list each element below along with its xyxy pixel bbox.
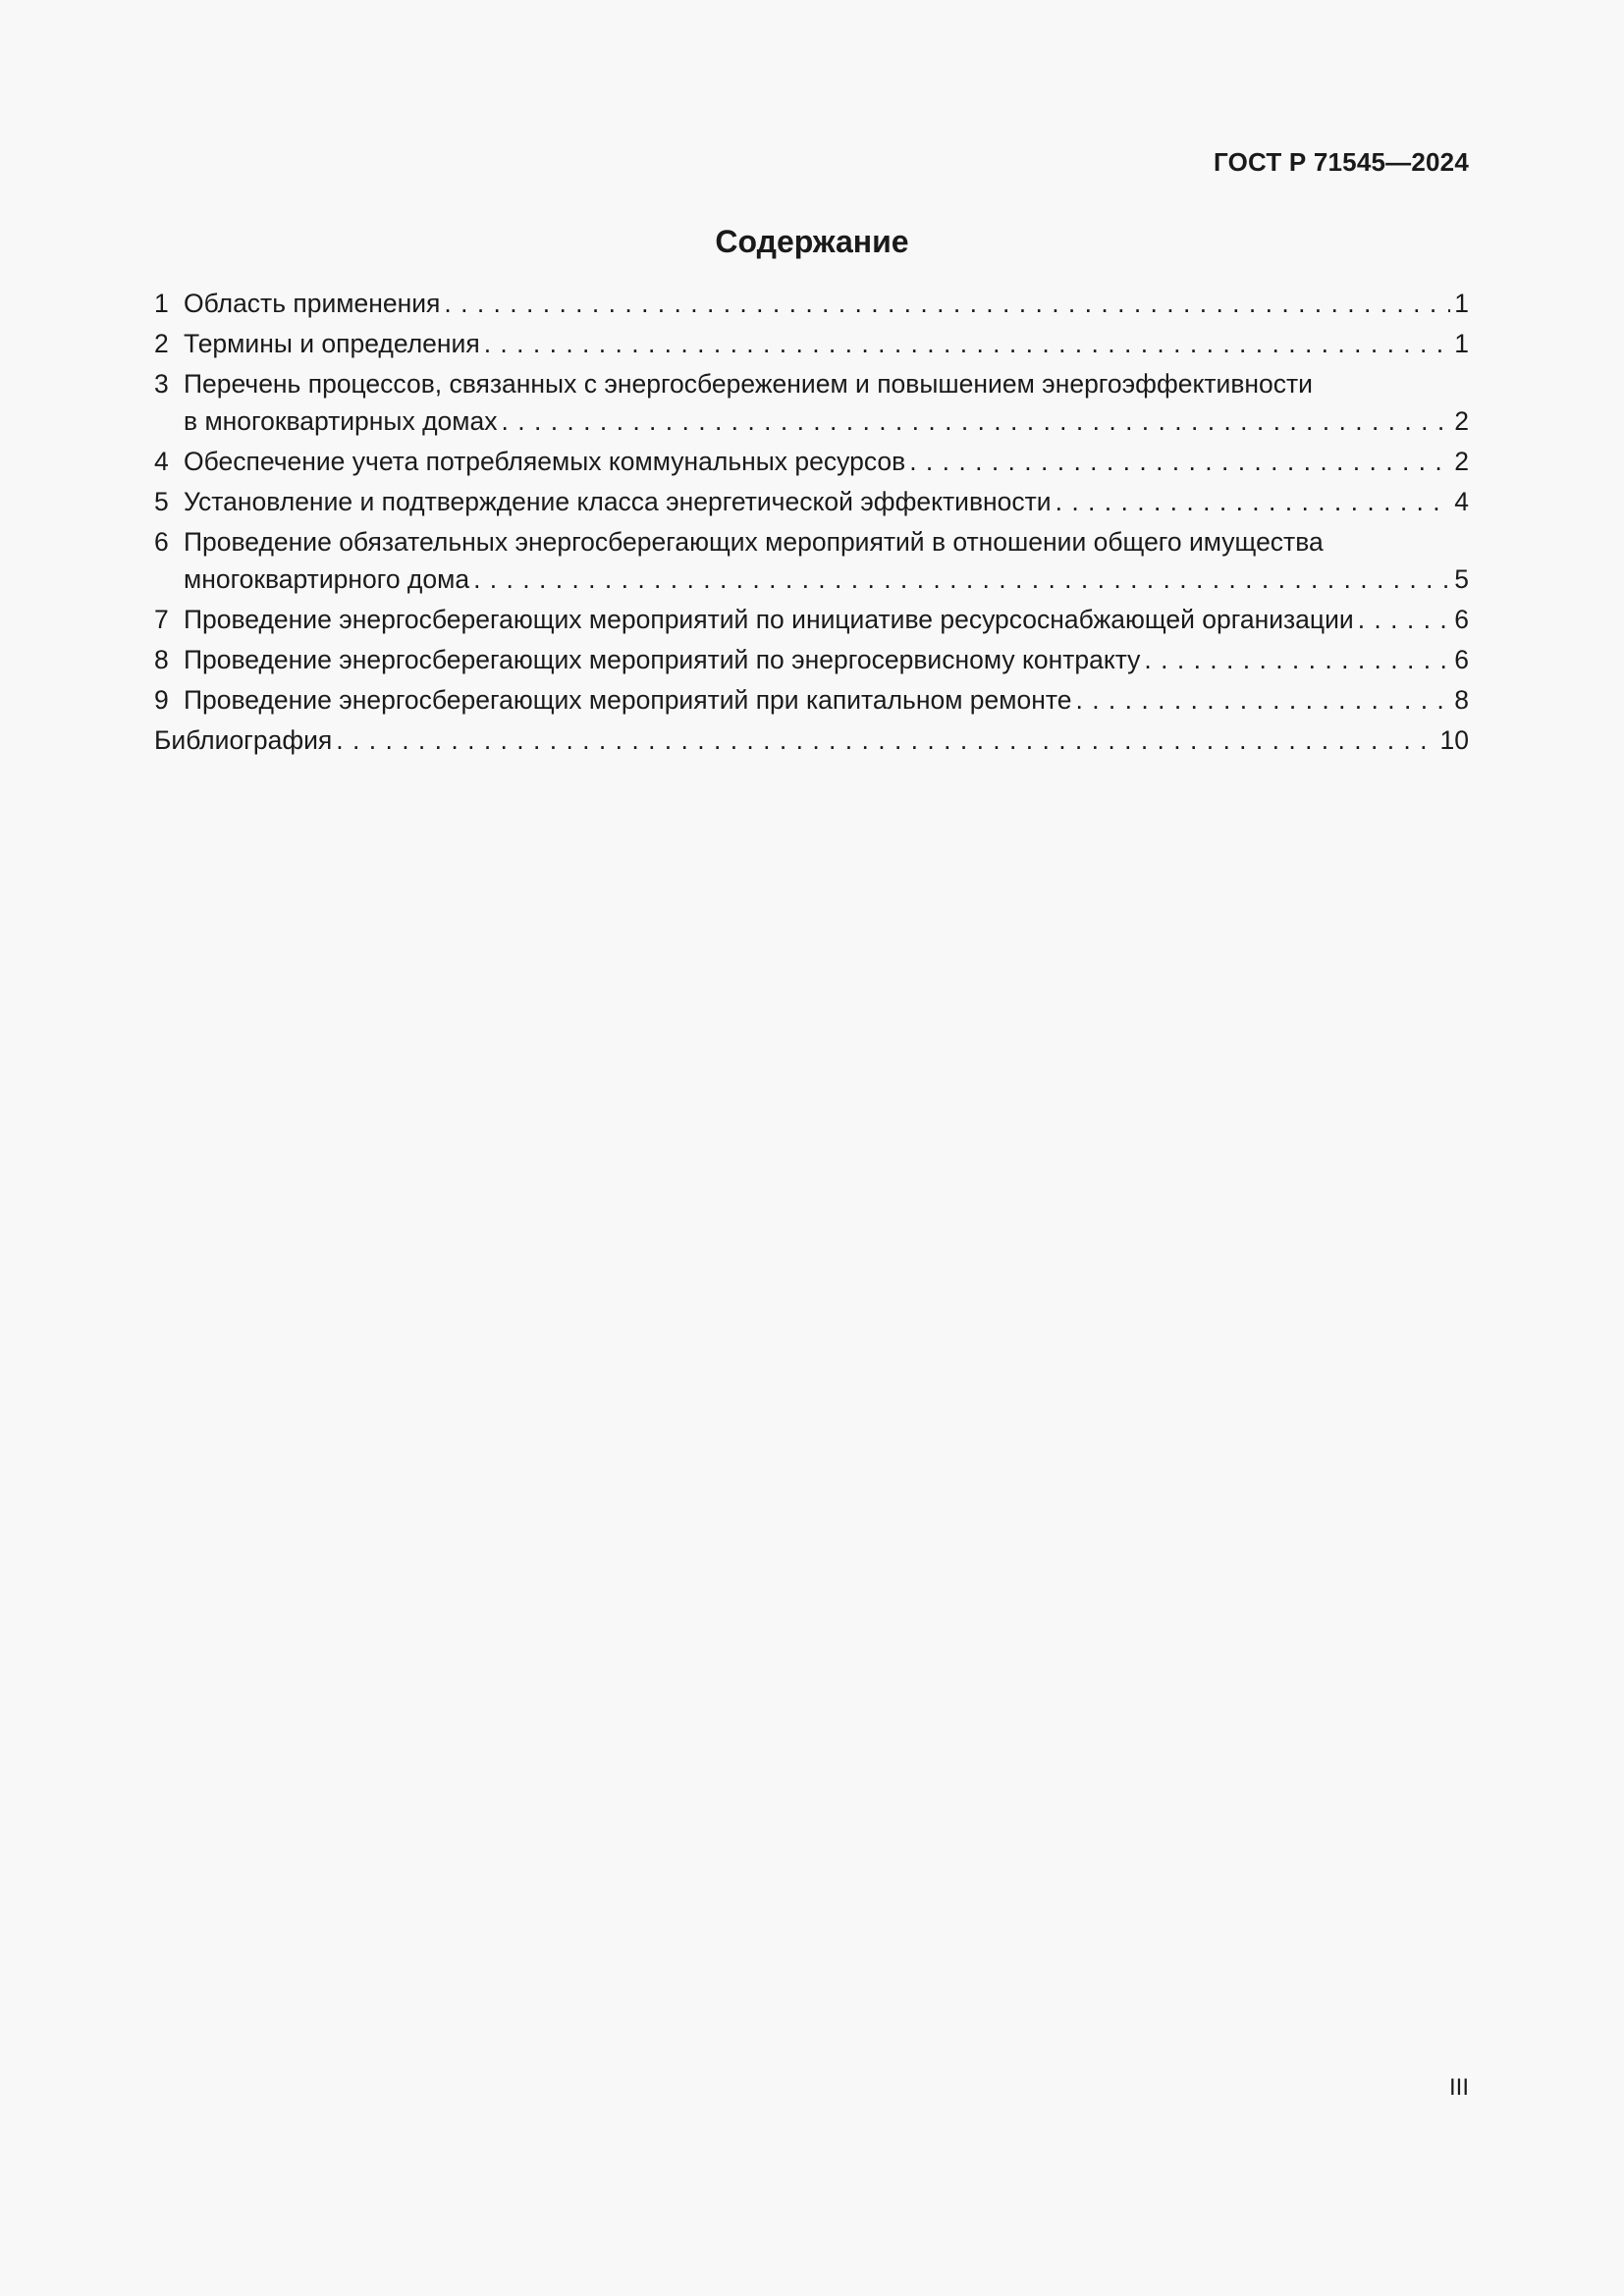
table-of-contents xyxy=(154,285,1469,762)
toc-entry-title: Проведение энергосберегающих мероприятий при капитальном ремонте xyxy=(184,685,1072,715)
page-number: III xyxy=(1448,2074,1469,2101)
toc-entry-text-line: Перечень процессов, связанных с энергосбережением и повышением энергоэффективности xyxy=(184,369,1313,399)
toc-entry-page: 2 xyxy=(1454,447,1469,476)
toc-entry[interactable] xyxy=(154,325,1469,362)
toc-entry-line xyxy=(154,721,1469,759)
toc-entry-line xyxy=(184,443,1469,480)
toc-entry-page: 8 xyxy=(1454,685,1469,715)
dot-leader xyxy=(1056,483,1451,520)
dot-leader xyxy=(1075,681,1450,719)
toc-entry-page: 5 xyxy=(1454,564,1469,594)
toc-entry[interactable] xyxy=(154,641,1469,678)
toc-entry-page: 6 xyxy=(1454,605,1469,634)
toc-entry[interactable] xyxy=(154,681,1469,719)
toc-entry-number: 5 xyxy=(154,487,169,516)
toc-entry-page: 1 xyxy=(1454,289,1469,318)
toc-entry-title: Область применения xyxy=(184,289,441,318)
dot-leader xyxy=(473,561,1450,598)
toc-entry[interactable] xyxy=(154,365,1469,440)
toc-entry-line xyxy=(184,641,1469,678)
toc-entry-number: 9 xyxy=(154,685,169,715)
toc-entry-page: 6 xyxy=(1454,645,1469,674)
toc-entry-line xyxy=(184,561,1469,598)
toc-entry-line xyxy=(184,601,1469,638)
dot-leader xyxy=(502,402,1451,440)
dot-leader xyxy=(484,325,1451,362)
toc-entry-line xyxy=(184,681,1469,719)
dot-leader xyxy=(336,721,1435,759)
toc-entry-title: Проведение энергосберегающих мероприятий по инициативе ресурсоснабжающей организации xyxy=(184,605,1354,634)
toc-entry[interactable] xyxy=(154,523,1469,598)
toc-entry-number: 2 xyxy=(154,329,169,358)
toc-entry-line xyxy=(184,325,1469,362)
toc-entry-number: 3 xyxy=(154,369,169,399)
toc-entry-number: 1 xyxy=(154,289,169,318)
toc-entry-line xyxy=(184,285,1469,322)
toc-entry-page: 10 xyxy=(1439,725,1469,755)
toc-entry-title: Обеспечение учета потребляемых коммунальных ресурсов xyxy=(184,447,906,476)
dot-leader xyxy=(1144,641,1450,678)
toc-entry-page: 4 xyxy=(1454,487,1469,516)
toc-entry-title: Установление и подтверждение класса энергетической эффективности xyxy=(184,487,1052,516)
toc-entry-number: 8 xyxy=(154,645,169,674)
toc-entry[interactable] xyxy=(154,721,1469,759)
toc-entry-line xyxy=(184,483,1469,520)
toc-entry-title: Термины и определения xyxy=(184,329,480,358)
toc-entry-page: 1 xyxy=(1454,329,1469,358)
toc-entry-title: Библиография xyxy=(154,725,333,755)
toc-entry-number: 7 xyxy=(154,605,169,634)
toc-entry[interactable] xyxy=(154,443,1469,480)
toc-entry-line xyxy=(184,402,1469,440)
toc-title: Содержание xyxy=(715,224,909,259)
toc-entry-title: в многоквартирных домах xyxy=(184,406,498,436)
toc-entry-page: 2 xyxy=(1454,406,1469,436)
toc-entry-title: многоквартирного дома xyxy=(184,564,470,594)
toc-entry[interactable] xyxy=(154,483,1469,520)
toc-entry[interactable] xyxy=(154,601,1469,638)
toc-entry-text-line: Проведение обязательных энергосберегающих мероприятий в отношении общего имущества xyxy=(184,527,1324,557)
document-code: ГОСТ Р 71545—2024 xyxy=(1214,147,1469,177)
toc-entry-number: 6 xyxy=(154,527,169,557)
dot-leader xyxy=(909,443,1450,480)
toc-entry-number: 4 xyxy=(154,447,169,476)
dot-leader xyxy=(444,285,1450,322)
toc-entry[interactable] xyxy=(154,285,1469,322)
toc-entry-title: Проведение энергосберегающих мероприятий по энергосервисному контракту xyxy=(184,645,1141,674)
dot-leader xyxy=(1358,601,1451,638)
